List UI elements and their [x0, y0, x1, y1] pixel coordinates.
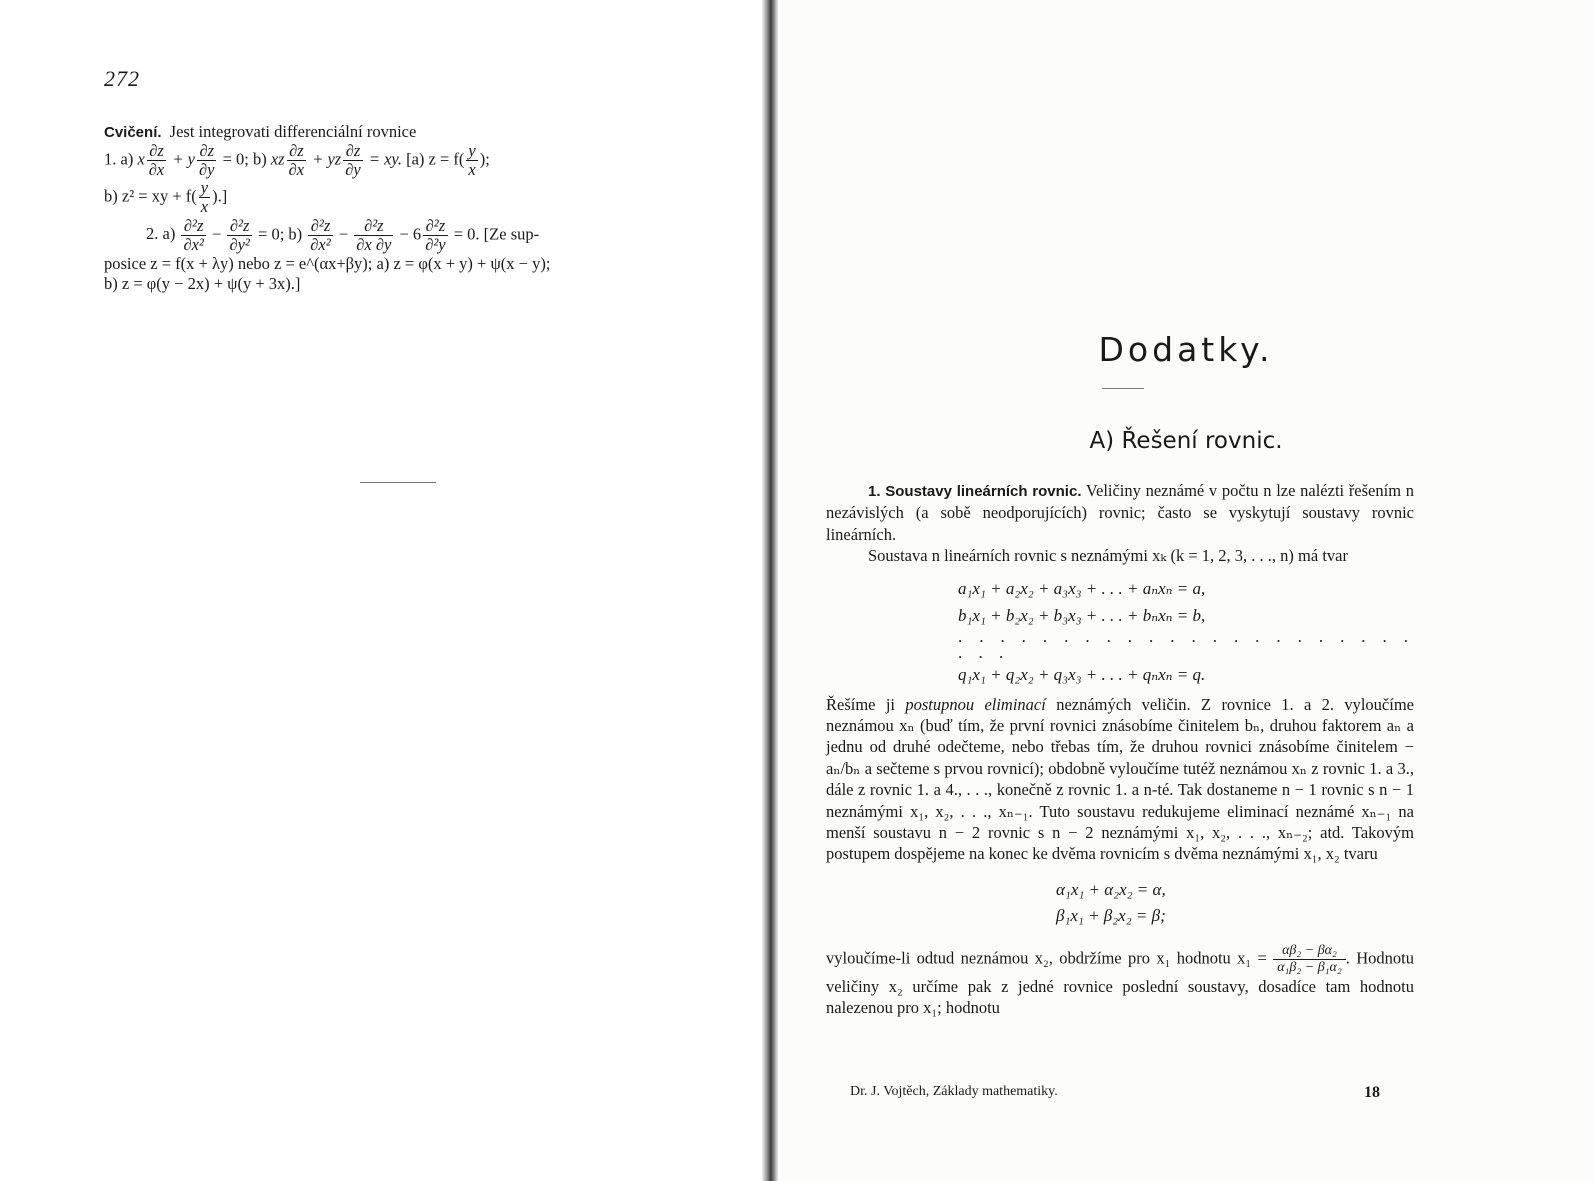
exercise-heading: Cvičení.	[104, 124, 162, 141]
end-rule	[360, 482, 436, 483]
exercise-1-line-1: 1. a) x $\frac{\partial z}{\partial x}$ + y $\frac{\partial z}{\partial y}$ = 0; b) xz $\frac{\partial z}{\partial x}$ + yz $\frac{\partial z}{\partial y}$ = xy. [a) z = f( $\frac{y}{x}$ );	[104, 141, 490, 180]
paragraph-1: 1. Soustavy lineárních rovnic. Veličiny neznámé v počtu n lze nalézti řešením n nezávislých (a sobě neodporujících) rovnic; často se vyskytují soustavy rovnic lineárních.	[826, 481, 1414, 544]
solution-fraction: $\frac{\text{αβ₂ − βα₂}}{\text{α₁β₂ − β₁α₂}}$	[1273, 943, 1346, 976]
paragraph-heading: 1. Soustavy lineárních rovnic.	[868, 483, 1082, 500]
exercises-block	[104, 122, 704, 293]
system-row: b₁x₁ + b₂x₂ + b₃x₃ + . . . + bₙxₙ = b,	[958, 605, 1206, 625]
page-number: 272	[104, 66, 140, 91]
body-text	[826, 480, 1414, 1019]
chapter-title: Dodatky.	[1098, 330, 1274, 369]
system-row: β₁x₁ + β₂x₂ = β;	[1056, 905, 1166, 925]
system-row: α₁x₁ + α₂x₂ = α,	[1056, 879, 1166, 899]
section-title: A) Řešení rovnic.	[1089, 428, 1283, 454]
system-row: a₁x₁ + a₂x₂ + a₃x₃ + . . . + aₙxₙ = a,	[958, 578, 1206, 598]
system-dots: . . . . . . . . . . . . . . . . . . . . . . . . .	[958, 626, 1414, 662]
system-row: q₁x₁ + q₂x₂ + q₃x₃ + . . . + qₙxₙ = q.	[958, 664, 1206, 684]
linear-system	[826, 575, 1414, 688]
two-equation-system	[826, 877, 1414, 929]
exercise-2-line-2: posice z = f(x + λy) nebo z = e^(αx+βy); a) z = φ(x + y) + ψ(x − y);	[104, 253, 551, 273]
book-gutter	[762, 0, 778, 1181]
exercise-intro: Cvičení. Jest integrovati differenciální rovnice	[104, 122, 417, 141]
footer-page-number: 18	[1364, 1084, 1380, 1101]
paragraph-4: vyloučíme-li odtud neznámou x₂, obdržíme pro x₁ hodnotu x₁ = $\frac{\text{αβ₂ − βα₂}}{\text{α₁β₂ − β₁α₂}}$ . Hodnotu veličiny x₂ určíme pak z jedné rovnice poslední soustavy, dosadíce tam hodnotu nalezenou pro x₁; hodnotu	[826, 942, 1415, 1018]
paragraph-2: Soustava n lineárních rovnic s neznámými xₖ (k = 1, 2, 3, . . ., n) má tvar	[868, 546, 1348, 566]
paragraph-3: Řešíme ji postupnou eliminací neznámých veličin. Z rovnice 1. a 2. vyloučíme neznámou xₙ (buď tím, že první rovnici znásobíme činitelem bₙ, druhou faktorem aₙ a jednu od druhé odečteme, nebo třebas tím, že druhou rovnici znásobíme činitelem − aₙ/bₙ a sečteme s prvou rovnicí); obdobně vyloučíme tutéž neznámou xₙ z rovnic 1. a 3., dále z rovnic 1. a 4., . . ., konečně z rovnic 1. a n-té. Tak dostaneme n − 1 rovnic s n − 1 neznámými x₁, x₂, . . ., xₙ₋₁. Tuto soustavu redukujeme eliminací neznámé xₙ₋₁ na menší soustavu n − 2 rovnic s n − 2 neznámými x₁, x₂, . . ., xₙ₋₂; atd. Takovým postupem dospějeme na konec ke dvěma rovnicím s dvěma neznámými x₁, x₂ tvaru	[826, 694, 1414, 864]
exercise-2-line-3: b) z = φ(y − 2x) + ψ(y + 3x).]	[104, 273, 301, 293]
exercise-1-line-2: b) z² = xy + f( $\frac{y}{x}$ ).]	[104, 178, 228, 217]
exercise-2-line-1: 2. a) $\frac{\text{∂²z}}{\text{∂x²}}$ − $\frac{\text{∂²z}}{\text{∂y²}}$ = 0; b) $\frac{\text{∂²z}}{\text{∂x²}}$ − $\frac{\text{∂²z}}{\partial x \partial y}$ − 6 $\frac{\text{∂²z}}{\text{∂²y}}$ = 0. [Ze sup-	[146, 215, 540, 254]
page-footer	[850, 1084, 1380, 1102]
footer-author: Dr. J. Vojtěch, Základy mathematiky.	[850, 1084, 1058, 1099]
title-rule	[1102, 388, 1144, 389]
